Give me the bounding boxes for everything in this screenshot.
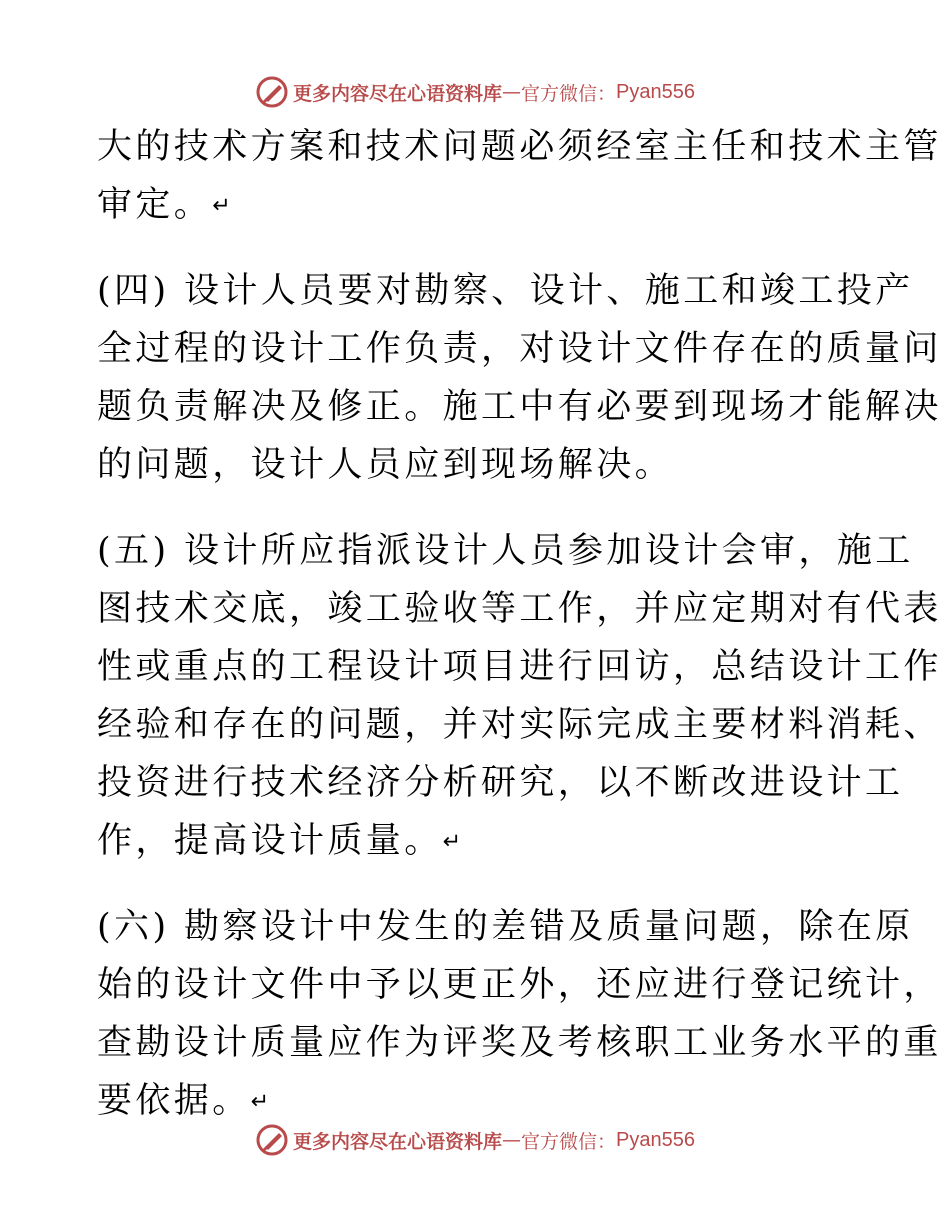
text-line: 性或重点的工程设计项目进行回访，总结设计工作	[97, 647, 942, 687]
text-line-content: 作，提高设计质量。	[97, 821, 443, 861]
text-line: 大的技术方案和技术问题必须经室主任和技术主管	[97, 127, 942, 167]
text-line-content: 要依据。	[97, 1081, 251, 1121]
logo-icon	[255, 75, 289, 109]
banner-wechat-id: Pyan556	[616, 80, 695, 103]
paragraph-mark-icon: ↵	[442, 829, 462, 855]
banner-wechat-label: 官方微信：	[521, 82, 617, 105]
text-line: 的问题，设计人员应到现场解决。	[97, 445, 674, 485]
paragraph-1	[97, 118, 942, 234]
paragraph-gap	[97, 234, 857, 262]
paragraph-mark-icon: ↵	[250, 1089, 270, 1115]
paragraph-2	[97, 262, 942, 494]
text-line: 题负责解决及修正。施工中有必要到现场才能解决	[97, 387, 942, 427]
header-banner	[0, 72, 950, 112]
text-line: 图技术交底，竣工验收等工作，并应定期对有代表	[97, 589, 942, 629]
text-line-content: 审定。	[97, 185, 213, 225]
banner-main-text: 更多内容尽在心语资料库	[293, 1130, 503, 1153]
text-line: 始的设计文件中予以更正外，还应进行登记统计，	[97, 965, 942, 1005]
banner-dash: —	[502, 1129, 522, 1151]
text-line: (六) 勘察设计中发生的差错及质量问题，除在原	[97, 907, 914, 947]
logo-icon	[255, 1123, 289, 1157]
paragraph-4	[97, 898, 942, 1130]
text-line: 查勘设计质量应作为评奖及考核职工业务水平的重	[97, 1023, 942, 1063]
text-line	[97, 812, 857, 870]
text-line: 投资进行技术经济分析研究，以不断改进设计工	[97, 763, 904, 803]
document-body	[97, 118, 942, 1130]
text-line: (四) 设计人员要对勘察、设计、施工和竣工投产	[97, 271, 914, 311]
paragraph-3	[97, 522, 942, 870]
banner-main-text: 更多内容尽在心语资料库	[293, 82, 503, 105]
paragraph-gap	[97, 494, 857, 522]
banner-wechat-label: 官方微信：	[521, 1130, 617, 1153]
paragraph-mark-icon: ↵	[212, 193, 231, 219]
paragraph-gap	[97, 870, 857, 898]
text-line: 全过程的设计工作负责，对设计文件存在的质量问	[97, 329, 942, 369]
banner-wechat-id: Pyan556	[616, 1128, 695, 1151]
footer-banner	[0, 1120, 950, 1160]
text-line: 经验和存在的问题，并对实际完成主要材料消耗、	[97, 705, 942, 745]
text-line: (五) 设计所应指派设计人员参加设计会审，施工	[97, 531, 914, 571]
text-line	[97, 176, 857, 234]
banner-dash: —	[502, 81, 522, 103]
